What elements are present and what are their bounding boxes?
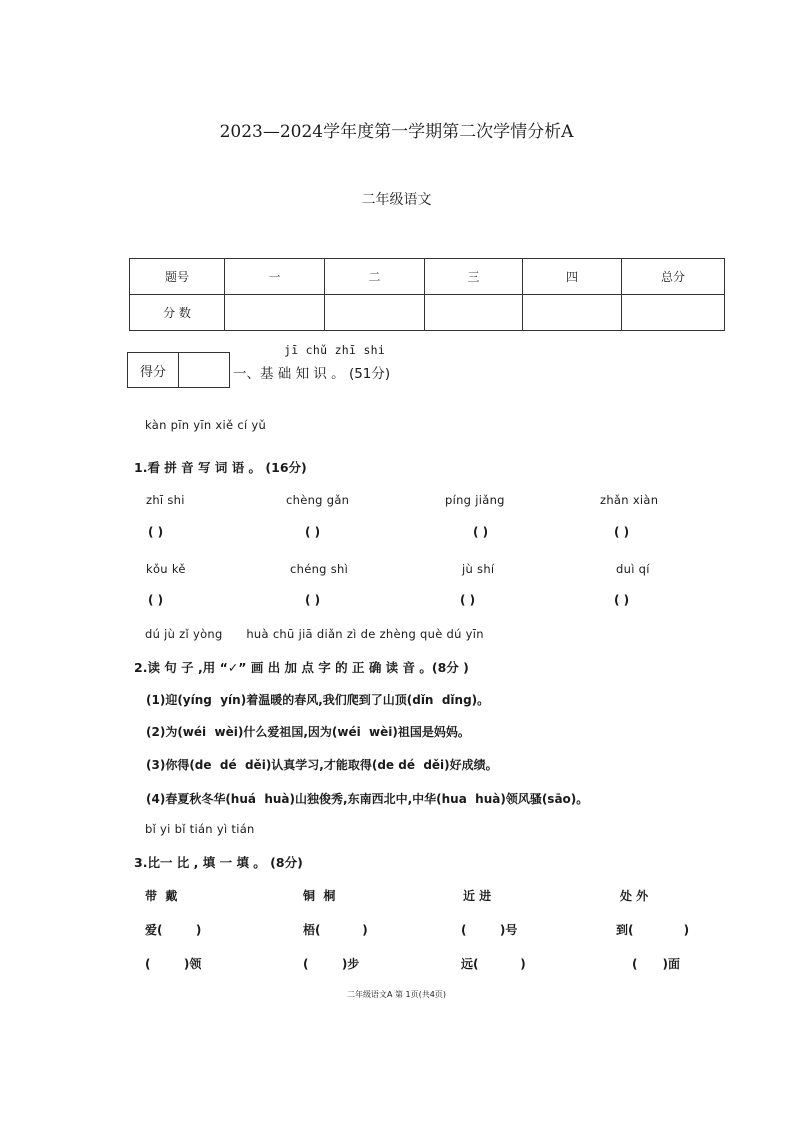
score-header-cell: 题号 — [130, 259, 225, 295]
section1-heading: 一、基 础 知 识 。 (51分) — [233, 366, 391, 382]
exam-subtitle: 二年级语文 — [361, 192, 432, 208]
q1-answer-blank[interactable]: ( ) — [148, 593, 164, 607]
q3-pair: 铜 桐 — [303, 889, 336, 903]
q3-pair: 处 外 — [620, 889, 649, 903]
q3-fill-blank[interactable]: 梧( ) — [303, 923, 368, 937]
q1-pinyin-item: kǒu kě — [146, 562, 186, 576]
q3-pair: 近 进 — [463, 889, 492, 903]
score-cell[interactable] — [225, 295, 325, 331]
score-table — [129, 258, 725, 331]
q1-pinyin-item: duì qí — [616, 562, 650, 576]
q3-fill-blank[interactable]: 远( ) — [461, 957, 526, 971]
score-cell[interactable] — [622, 295, 725, 331]
score-header-cell: 一 — [225, 259, 325, 295]
defen-box — [127, 352, 230, 388]
page-footer: 二年级语文A 第 1页(共4页) — [347, 990, 446, 999]
q1-answer-blank[interactable]: ( ) — [148, 525, 164, 539]
q1-pinyin-item: chéng shì — [290, 562, 349, 576]
score-header-cell: 四 — [523, 259, 622, 295]
score-table-score-row — [130, 295, 725, 331]
score-cell[interactable] — [425, 295, 523, 331]
q1-pinyin-item: zhī shi — [146, 493, 185, 507]
q1-pinyin-item: zhǎn xiàn — [600, 493, 659, 507]
q1-answer-blank[interactable]: ( ) — [473, 525, 489, 539]
score-row-label: 分 数 — [130, 295, 225, 331]
q1-pinyin-item: jù shí — [462, 562, 495, 576]
q2-item: (4)春夏秋冬华(huá huà)山独俊秀,东南西北中,中华(hua huà)领风骚(sāo)。 — [146, 792, 589, 806]
q3-fill-blank[interactable]: ( )领 — [145, 957, 202, 971]
q3-fill-blank[interactable]: ( )步 — [303, 957, 360, 971]
score-cell[interactable] — [523, 295, 622, 331]
q1-pinyin-item: píng jiǎng — [445, 493, 505, 507]
q1-title: 1.看 拼 音 写 词 语 。 (16分) — [134, 460, 307, 475]
q1-pinyin-item: chèng gǎn — [286, 493, 350, 507]
q3-fill-blank[interactable]: 爱( ) — [145, 923, 202, 937]
q3-fill-blank[interactable]: ( )号 — [461, 923, 518, 937]
q2-item: (1)迎(yíng yín)着温暖的春风,我们爬到了山顶(dǐn dǐng)。 — [146, 693, 490, 707]
q1-answer-blank[interactable]: ( ) — [305, 525, 321, 539]
q2-title: 2.读 句 子 ,用 “✓” 画 出 加 点 字 的 正 确 读 音 。(8分 ) — [134, 660, 469, 675]
q3-fill-blank[interactable]: 到( ) — [616, 923, 690, 937]
score-cell[interactable] — [325, 295, 425, 331]
exam-title: 2023—2024学年度第一学期第二次学情分析A — [219, 122, 574, 142]
q1-answer-blank[interactable]: ( ) — [460, 593, 476, 607]
q3-fill-blank[interactable]: ( )面 — [632, 957, 681, 971]
q3-pair: 带 戴 — [145, 889, 178, 903]
section1-pinyin: jī chǔ zhī shi — [284, 343, 386, 357]
q3-title: 3.比一 比 , 填 一 填 。 (8分) — [134, 855, 303, 870]
score-header-cell: 总分 — [622, 259, 725, 295]
score-header-cell: 二 — [325, 259, 425, 295]
q1-answer-blank[interactable]: ( ) — [305, 593, 321, 607]
q1-answer-blank[interactable]: ( ) — [614, 593, 630, 607]
q3-pinyin: bǐ yi bǐ tián yì tián — [145, 822, 255, 836]
q2-pinyin: dú jù zǐ yòng huà chū jiā diǎn zì de zhèng què dú yīn — [145, 627, 484, 641]
q1-pinyin: kàn pīn yīn xiě cí yǔ — [145, 418, 267, 432]
q2-item: (2)为(wéi wèi)什么爱祖国,因为(wéi wèi)祖国是妈妈。 — [146, 725, 470, 739]
score-header-cell: 三 — [425, 259, 523, 295]
score-table-header-row — [130, 259, 725, 295]
q2-item: (3)你得(de dé děi)认真学习,才能取得(de dé děi)好成绩。 — [146, 758, 498, 772]
defen-score-cell[interactable] — [179, 353, 230, 388]
q1-answer-blank[interactable]: ( ) — [614, 525, 630, 539]
defen-label: 得分 — [128, 353, 179, 388]
